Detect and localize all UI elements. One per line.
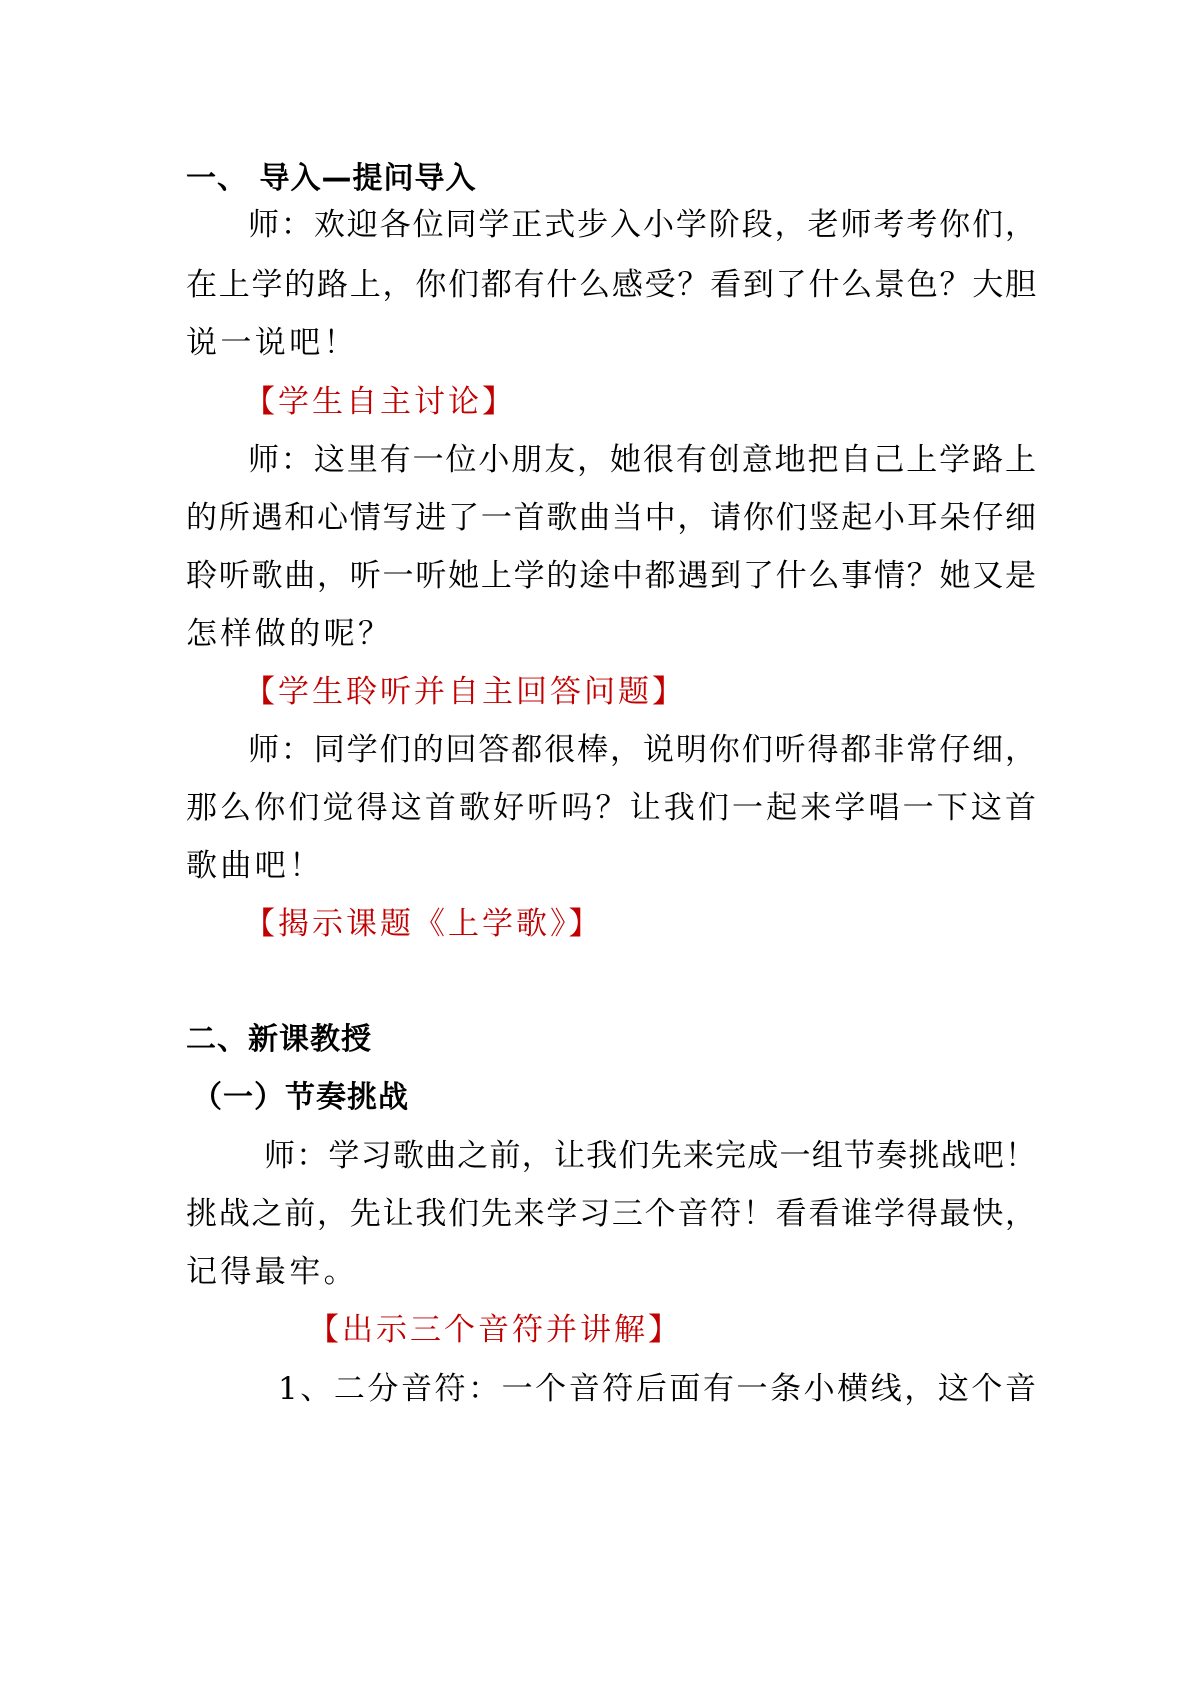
section-2-heading: 二、新课教授 — [186, 1022, 372, 1057]
paragraph-line: 在上学的路上，你们都有什么感受？看到了什么景色？大胆 — [186, 267, 1036, 303]
paragraph-line: 聆听歌曲，听一听她上学的途中都遇到了什么事情？她又是 — [186, 558, 1036, 594]
section-1-heading: 一、 导入—提问导入 — [186, 161, 477, 196]
paragraph-line: 师：同学们的回答都很棒，说明你们听得都非常仔细， — [248, 732, 1036, 768]
teaching-note: 【出示三个音符并讲解】 — [308, 1312, 682, 1348]
paragraph-line: 挑战之前，先让我们先来学习三个音符！看看谁学得最快， — [186, 1196, 1036, 1232]
paragraph-line: 歌曲吧！ — [186, 848, 324, 884]
teaching-note: 【揭示课题《上学歌》】 — [244, 906, 603, 942]
subsection-heading: （一）节奏挑战 — [192, 1080, 409, 1115]
paragraph-line: 说一说吧！ — [186, 325, 358, 361]
teaching-note: 【学生自主讨论】 — [244, 384, 516, 420]
paragraph-line: 怎样做的呢？ — [186, 616, 393, 652]
paragraph-line: 师：学习歌曲之前，让我们先来完成一组节奏挑战吧！ — [264, 1138, 1036, 1174]
paragraph-line: 的所遇和心情写进了一首歌曲当中，请你们竖起小耳朵仔细 — [186, 500, 1036, 536]
list-item: 1、二分音符：一个音符后面有一条小横线，这个音 — [278, 1371, 1036, 1407]
teaching-note: 【学生聆听并自主回答问题】 — [244, 674, 686, 710]
paragraph-line: 记得最牢。 — [186, 1254, 358, 1290]
paragraph-line: 那么你们觉得这首歌好听吗？让我们一起来学唱一下这首 — [186, 790, 1036, 826]
paragraph-line: 师：欢迎各位同学正式步入小学阶段，老师考考你们， — [248, 207, 1036, 243]
paragraph-line: 师：这里有一位小朋友，她很有创意地把自己上学路上 — [248, 442, 1036, 478]
